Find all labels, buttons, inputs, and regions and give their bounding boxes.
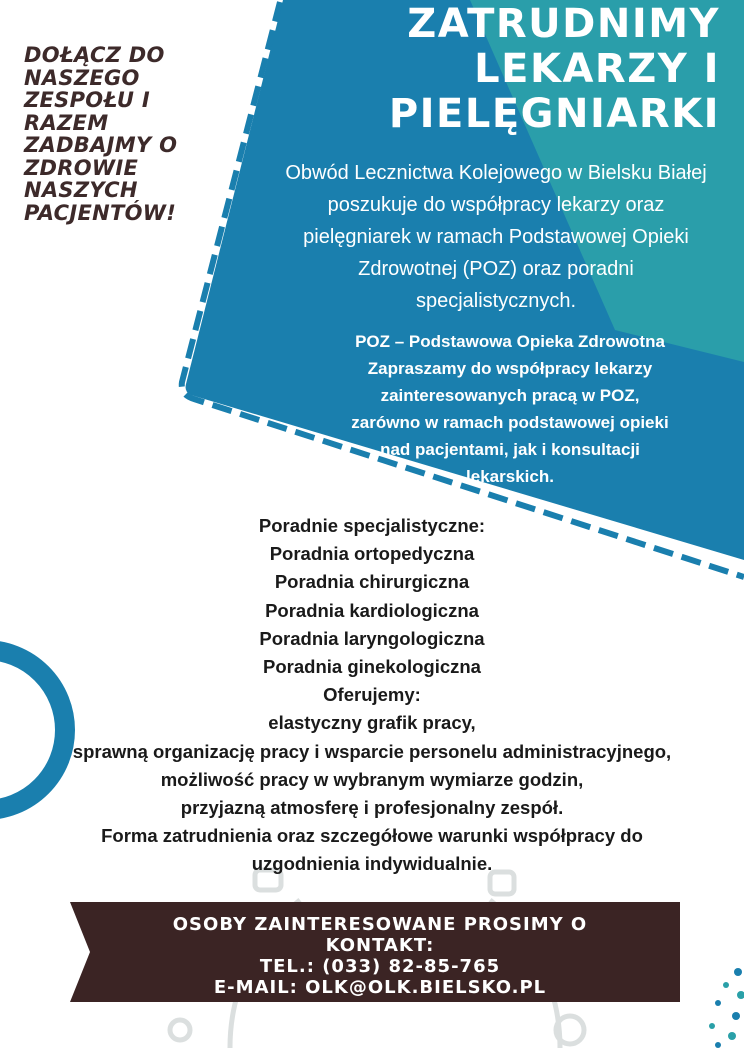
intro-line: specjalistycznych. [415,290,577,312]
page-title [389,2,720,137]
dots-decoration [709,968,744,1048]
offer-heading: Oferujemy: [323,684,421,706]
slogan-line: NASZYCH [24,178,138,202]
intro-line: Zdrowotnej (POZ) oraz poradni [358,258,634,280]
title-line: PIELĘGNIARKI [388,91,720,137]
slogan-line: PACJENTÓW! [24,200,177,225]
contact-line: KONTAKT: [325,935,435,956]
side-slogan [24,44,224,224]
intro-line: Obwód Lecznictwa Kolejowego w Bielsku Białej [285,162,707,184]
contact-email[interactable]: E-MAIL: OLK@OLK.BIELSKO.PL [213,977,547,998]
offer-item: sprawną organizację pracy i wsparcie personelu administracyjnego, [72,740,672,762]
intro-line: poszukuje do współpracy lekarzy oraz [327,194,665,216]
slogan-line: DOŁĄCZ DO [24,43,165,67]
poz-line: zarówno w ramach podstawowej opieki [351,413,669,432]
slogan-line: RAZEM [24,110,109,135]
poz-line: zainteresowanych pracą w POZ, [380,386,640,405]
clinic-item: Poradnia chirurgiczna [274,571,470,593]
contact-line: OSOBY ZAINTERESOWANE PROSIMY O [172,914,588,935]
offer-item: możliwość pracy w wybranym wymiarze godzin, [160,768,584,790]
clinic-item: Poradnia kardiologiczna [265,599,479,621]
contact-banner [120,914,640,998]
contact-phone[interactable]: TEL.: (033) 82-85-765 [259,956,501,977]
slogan-line: ZDROWIE [24,155,139,180]
offer-item: przyjazną atmosferę i profesjonalny zespół. [180,797,564,819]
poz-line: nad pacjentami, jak i konsultacji [380,440,640,459]
poz-line: POZ – Podstawowa Opieka Zdrowotna [355,332,665,351]
offer-item: uzgodnienia indywidualnie. [251,853,493,875]
clinic-item: Poradnia ginekologiczna [263,656,481,678]
clinics-heading: Poradnie specjalistyczne: [258,515,486,536]
clinic-item: Poradnia laryngologiczna [259,627,485,649]
slogan-line: NASZEGO [24,65,140,90]
offer-item: elastyczny grafik pracy, [268,712,476,734]
poz-line: Zapraszamy do współpracy lekarzy [367,359,653,378]
clinic-item: Poradnia ortopedyczna [269,543,475,565]
intro-line: pielęgniarek w ramach Podstawowej Opieki [303,226,689,248]
details-section [0,512,744,879]
poz-line: lekarskich. [466,467,554,486]
poz-section [300,328,720,490]
title-line: LEKARZY I [474,46,720,92]
title-line: ZATRUDNIMY [407,1,720,47]
offer-item: Forma zatrudnienia oraz szczegółowe warunki współpracy do [101,825,643,847]
slogan-line: ZADBAJMY O [24,133,178,157]
slogan-line: ZESPOŁU I [24,88,150,112]
intro-paragraph [246,157,744,317]
